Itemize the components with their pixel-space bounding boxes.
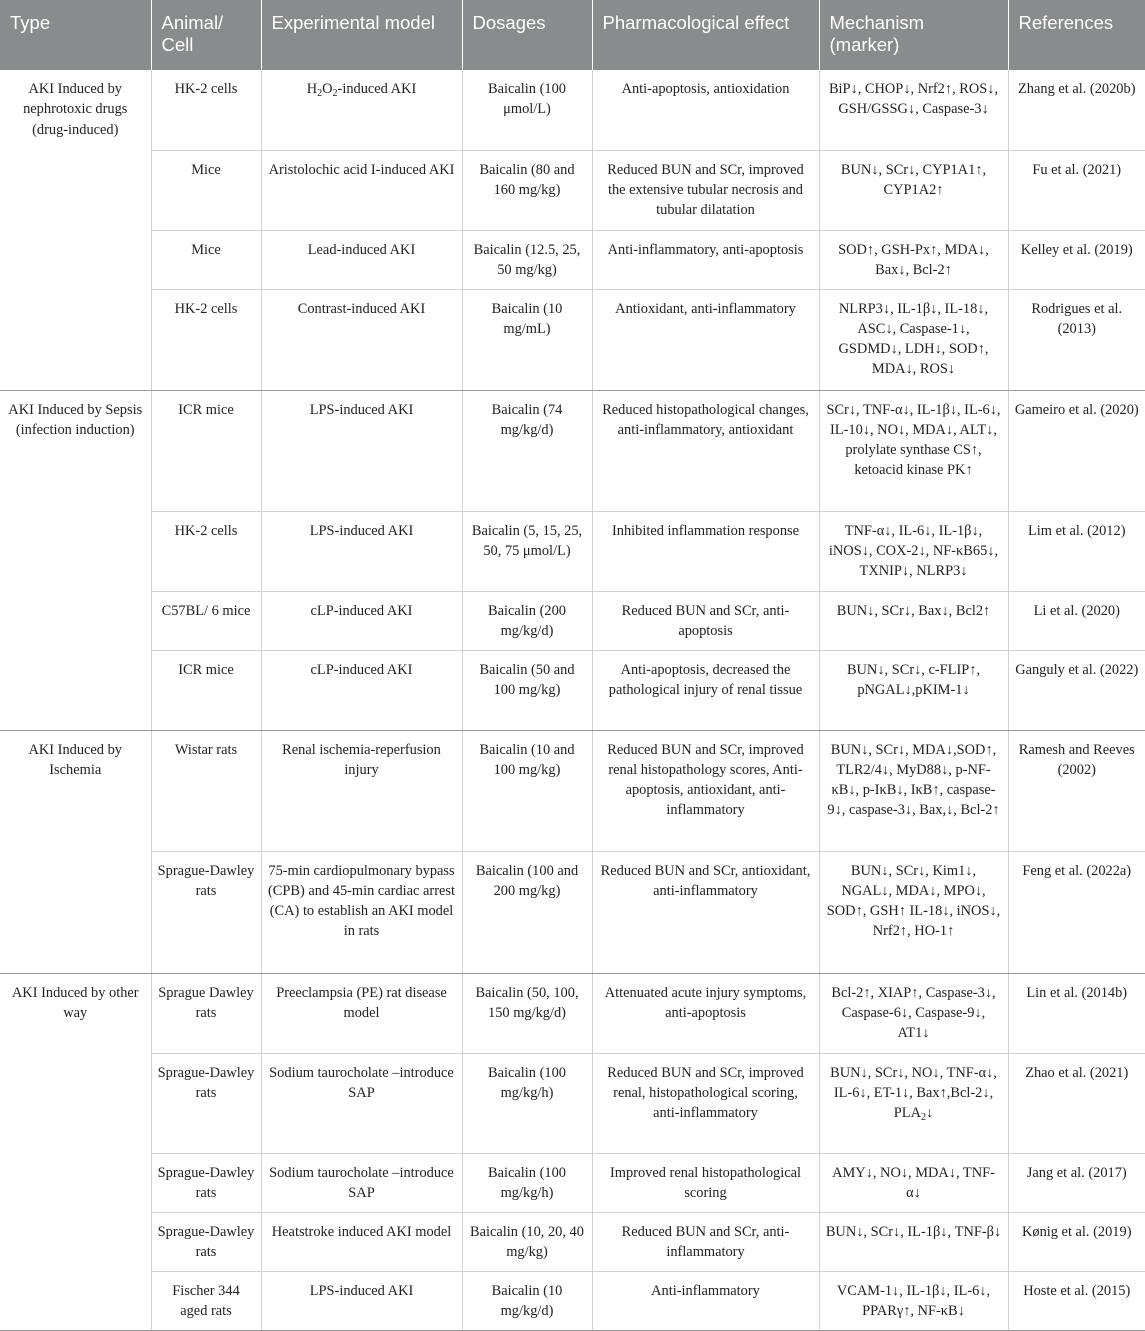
mechanism-cell: SOD↑, GSH-Px↑, MDA↓, Bax↓, Bcl-2↑ [819,230,1008,289]
model-cell: Sodium taurocholate –introduce SAP [261,1153,462,1212]
table-row [0,650,1145,730]
model-cell: LPS-induced AKI [261,511,462,591]
reference-cell: Jang et al. (2017) [1008,1153,1145,1212]
animal-cell: Sprague-Dawley rats [151,851,261,973]
animal-cell: HK-2 cells [151,289,261,390]
dosage-cell: Baicalin (100 and 200 mg/kg) [462,851,592,973]
model-cell: 75-min cardiopulmonary bypass (CPB) and 45-min cardiac arrest (CA) to establish an AKI model in rats [261,851,462,973]
model-cell: Sodium taurocholate –introduce SAP [261,1053,462,1153]
mechanism-cell: Bcl-2↑, XIAP↑, Caspase-3↓, Caspase-6↓, Caspase-9↓, AT1↓ [819,973,1008,1053]
model-cell: cLP-induced AKI [261,650,462,730]
effect-cell: Reduced BUN and SCr, anti-apoptosis [592,591,819,650]
effect-cell: Inhibited inflammation response [592,511,819,591]
table-row [0,390,1145,511]
model-cell: LPS-induced AKI [261,390,462,511]
reference-cell: Ganguly et al. (2022) [1008,650,1145,730]
model-cell: Renal ischemia-reperfusion injury [261,730,462,851]
animal-cell: ICR mice [151,650,261,730]
header-pharmacological-effect: Pharmacological effect [592,0,819,70]
header-type: Type [0,0,151,70]
table-row [0,289,1145,390]
animal-cell: Mice [151,150,261,230]
dosage-cell: Baicalin (10 mg/mL) [462,289,592,390]
reference-cell: Ramesh and Reeves (2002) [1008,730,1145,851]
animal-cell: Sprague-Dawley rats [151,1053,261,1153]
effect-cell: Attenuated acute injury symptoms, anti-apoptosis [592,973,819,1053]
animal-cell: C57BL/ 6 mice [151,591,261,650]
mechanism-cell: BUN↓, SCr↓, CYP1A1↑, CYP1A2↑ [819,150,1008,230]
model-cell: LPS-induced AKI [261,1271,462,1330]
dosage-cell: Baicalin (100 mg/kg/h) [462,1053,592,1153]
reference-cell: Rodrigues et al. (2013) [1008,289,1145,390]
effect-cell: Reduced BUN and SCr, improved the extensive tubular necrosis and tubular dilatation [592,150,819,230]
animal-cell: Mice [151,230,261,289]
effect-cell: Anti-apoptosis, decreased the pathological injury of renal tissue [592,650,819,730]
dosage-cell: Baicalin (5, 15, 25, 50, 75 μmol/L) [462,511,592,591]
effect-cell: Antioxidant, anti-inflammatory [592,289,819,390]
mechanism-cell: BUN↓, SCr↓, Bax↓, Bcl2↑ [819,591,1008,650]
effect-cell: Anti-inflammatory, anti-apoptosis [592,230,819,289]
mechanism-cell: BUN↓, SCr↓, NO↓, TNF-α↓, IL-6↓, ET-1↓, Bax↑,Bcl-2↓, $PLA_2↓$ [819,1053,1008,1153]
table-row [0,973,1145,1053]
table-row [0,150,1145,230]
animal-cell: Fischer 344 aged rats [151,1271,261,1330]
table-row [0,591,1145,650]
mechanism-cell: BUN↓, SCr↓, Kim1↓, NGAL↓, MDA↓, MPO↓, SOD↑, GSH↑ IL-18↓, iNOS↓, Nrf2↑, HO-1↑ [819,851,1008,973]
reference-cell: Zhang et al. (2020b) [1008,70,1145,150]
header-row [0,0,1145,70]
effect-cell: Reduced BUN and SCr, antioxidant, anti-inflammatory [592,851,819,973]
effect-cell: Improved renal histopathological scoring [592,1153,819,1212]
reference-cell: Feng et al. (2022a) [1008,851,1145,973]
reference-cell: Kønig et al. (2019) [1008,1212,1145,1271]
type-cell: AKI Induced by Ischemia [0,730,151,973]
model-cell: Contrast-induced AKI [261,289,462,390]
reference-cell: Lim et al. (2012) [1008,511,1145,591]
effect-cell: Anti-apoptosis, antioxidation [592,70,819,150]
dosage-cell: Baicalin (10 mg/kg/d) [462,1271,592,1330]
type-cell: AKI Induced by Sepsis (infection induction) [0,390,151,730]
effect-cell: Reduced BUN and SCr, improved renal histopathology scores, Anti-apoptosis, antioxidant, anti-inflammatory [592,730,819,851]
dosage-cell: Baicalin (74 mg/kg/d) [462,390,592,511]
reference-cell: Li et al. (2020) [1008,591,1145,650]
model-cell: Preeclampsia (PE) rat disease model [261,973,462,1053]
effect-cell: Reduced histopathological changes, anti-inflammatory, antioxidant [592,390,819,511]
model-cell: $H_2O_2$-induced AKI [261,70,462,150]
reference-cell: Kelley et al. (2019) [1008,230,1145,289]
reference-cell: Fu et al. (2021) [1008,150,1145,230]
reference-cell: Gameiro et al. (2020) [1008,390,1145,511]
header-references: References [1008,0,1145,70]
dosage-cell: Baicalin (80 and 160 mg/kg) [462,150,592,230]
animal-cell: Sprague-Dawley rats [151,1153,261,1212]
header-dosages: Dosages [462,0,592,70]
model-cell: Lead-induced AKI [261,230,462,289]
table-row [0,511,1145,591]
effect-cell: Anti-inflammatory [592,1271,819,1330]
mechanism-cell: BUN↓, SCr↓, IL-1β↓, TNF-β↓ [819,1212,1008,1271]
model-cell: Aristolochic acid I-induced AKI [261,150,462,230]
model-cell: cLP-induced AKI [261,591,462,650]
table-row [0,1212,1145,1271]
table-row [0,1153,1145,1212]
table-row [0,730,1145,851]
reference-cell: Lin et al. (2014b) [1008,973,1145,1053]
mechanism-cell: BiP↓, CHOP↓, Nrf2↑, ROS↓, GSH/GSSG↓, Caspase-3↓ [819,70,1008,150]
header-mechanism: Mechanism (marker) [819,0,1008,70]
model-cell: Heatstroke induced AKI model [261,1212,462,1271]
table-row [0,230,1145,289]
header-experimental-model: Experimental model [261,0,462,70]
mechanism-cell: SCr↓, TNF-α↓, IL-1β↓, IL-6↓, IL-10↓, NO↓, MDA↓, ALT↓, prolylate synthase CS↑, ketoacid kinase PK↑ [819,390,1008,511]
dosage-cell: Baicalin (10 and 100 mg/kg) [462,730,592,851]
animal-cell: Sprague-Dawley rats [151,1212,261,1271]
reference-cell: Hoste et al. (2015) [1008,1271,1145,1330]
dosage-cell: Baicalin (100 μmol/L) [462,70,592,150]
mechanism-cell: TNF-α↓, IL-6↓, IL-1β↓, iNOS↓, COX-2↓, NF-κB65↓, TXNIP↓, NLRP3↓ [819,511,1008,591]
dosage-cell: Baicalin (50 and 100 mg/kg) [462,650,592,730]
header-animal-cell: Animal/ Cell [151,0,261,70]
table-row [0,1271,1145,1330]
table-row [0,70,1145,150]
animal-cell: HK-2 cells [151,70,261,150]
mechanism-cell: BUN↓, SCr↓, c-FLIP↑, pNGAL↓,pKIM-1↓ [819,650,1008,730]
type-cell: AKI Induced by other way [0,973,151,1330]
effect-cell: Reduced BUN and SCr, anti-inflammatory [592,1212,819,1271]
dosage-cell: Baicalin (100 mg/kg/h) [462,1153,592,1212]
mechanism-cell: VCAM-1↓, IL-1β↓, IL-6↓, PPARγ↑, NF-κB↓ [819,1271,1008,1330]
dosage-cell: Baicalin (50, 100, 150 mg/kg/d) [462,973,592,1053]
animal-cell: HK-2 cells [151,511,261,591]
dosage-cell: Baicalin (10, 20, 40 mg/kg) [462,1212,592,1271]
mechanism-cell: AMY↓, NO↓, MDA↓, TNF-α↓ [819,1153,1008,1212]
dosage-cell: Baicalin (12.5, 25, 50 mg/kg) [462,230,592,289]
table-row [0,1053,1145,1153]
table-row [0,851,1145,973]
mechanism-cell: BUN↓, SCr↓, MDA↓,SOD↑, TLR2/4↓, MyD88↓, p-NF-κB↓, p-IκB↓, IκB↑, caspase-9↓, caspase-3↓, Bax,↓, Bcl-2↑ [819,730,1008,851]
effect-cell: Reduced BUN and SCr, improved renal, histopathological scoring, anti-inflammatory [592,1053,819,1153]
reference-cell: Zhao et al. (2021) [1008,1053,1145,1153]
animal-cell: Sprague Dawley rats [151,973,261,1053]
mechanism-cell: NLRP3↓, IL-1β↓, IL-18↓, ASC↓, Caspase-1↓, GSDMD↓, LDH↓, SOD↑, MDA↓, ROS↓ [819,289,1008,390]
type-cell: AKI Induced by nephrotoxic drugs (drug-induced) [0,70,151,390]
animal-cell: Wistar rats [151,730,261,851]
animal-cell: ICR mice [151,390,261,511]
dosage-cell: Baicalin (200 mg/kg/d) [462,591,592,650]
